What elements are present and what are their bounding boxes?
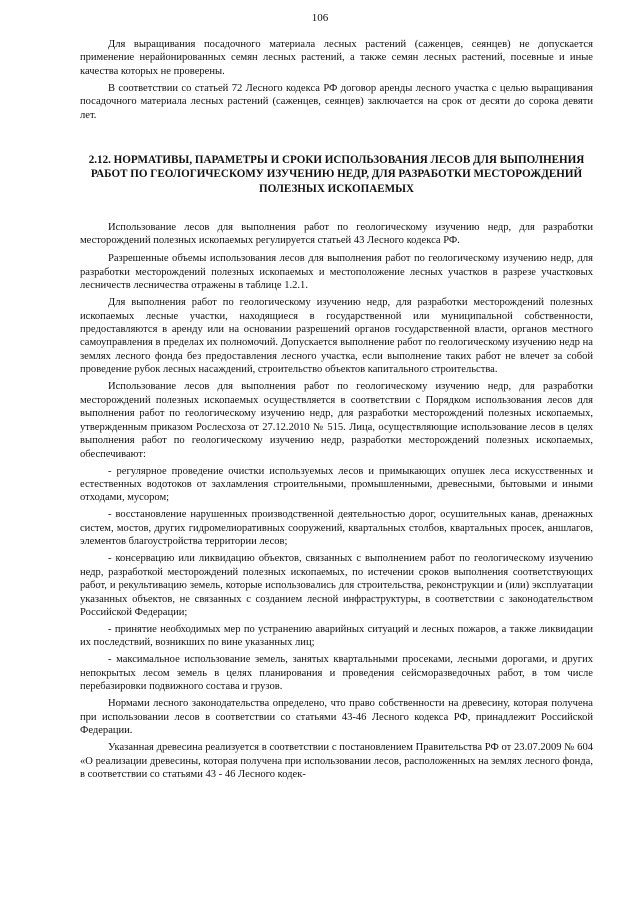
list-item-cleaning: - регулярное проведение очистки используемых лесов и примыкающих опушек леса искусственных и естественных водотоков от захламления строительными, промышленными, древесными, бытовыми и иными отходами, мусором; [80,465,593,504]
list-item-land-usage: - максимальное использование земель, занятых квартальными просеками, лесными дорогами, и других непокрытых лесом земель в целях планирования и проведения сейсморазведочных работ, в том числе перебазировки подвижного состава и грузов. [80,654,593,693]
section-heading: 2.12. НОРМАТИВЫ, ПАРАМЕТРЫ И СРОКИ ИСПОЛЬЗОВАНИЯ ЛЕСОВ ДЛЯ ВЫПОЛНЕНИЯ РАБОТ ПО ГЕОЛОГИЧЕСКОМУ ИЗУЧЕНИЮ НЕДР, ДЛЯ РАЗРАБОТКИ МЕСТОРОЖДЕНИЙ ПОЛЕЗНЫХ ИСКОПАЕМЫХ [88,154,585,195]
list-item-emergency: - принятие необходимых мер по устранению аварийных ситуаций и лесных пожаров, а также ликвидации их последствий, возникших по вине указанных лиц; [80,624,593,649]
list-item-restoration: - восстановление нарушенных производственной деятельностью дорог, осушительных канав, дренажных систем, мостов, других гидромелиоративных сооружений, квартальных столбов, квартальных просек, аншлагов, элементов благоустройства территории лесов; [80,509,593,548]
page-number: 106 [311,12,329,24]
paragraph-intro: Использование лесов для выполнения работ по геологическому изучению недр, для разработки месторождений полезных ископаемых регулируется статьей 43 Лесного кодекса РФ. [80,221,593,247]
paragraph-wood-ownership: Нормами лесного законодательства определено, что право собственности на древесину, которая получена при использовании лесов в соответствии со статьями 43-46 Лесного кодекса РФ, принадлежит Российской Федерации. [80,698,593,737]
paragraph-allowed-volumes: Разрешенные объемы использования лесов для выполнения работ по геологическому изучению недр, для разработки месторождений полезных ископаемых и местоположение лесных участков в разрезе участковых лесничеств лесничества отражены в таблице 1.2.1. [80,253,593,292]
paragraph-lease-term: В соответствии со статьей 72 Лесного кодекса РФ договор аренды лесного участка с целью выращивания посадочного материала лесных растений (саженцев, сеянцев) заключается на срок от десяти до сорока девяти лет. [80,82,593,121]
paragraph-seedling-material: Для выращивания посадочного материала лесных растений (саженцев, сеянцев) не допускается применение нерайонированных семян лесных растений, а также семян лесных растений, посевные и иные качества которых не проверены. [80,39,593,77]
paragraph-land-plots: Для выполнения работ по геологическому изучению недр, для разработки месторождений полезных ископаемых лесные участки, находящиеся в государственной или муниципальной собственности, предоставляются в аренду или на основании разрешений органов государственной власти, органов местного самоуправления в пределах их полномочий. Допускается выполнение работ по геологическому изучению недр на землях лесного фонда без предоставления лесного участка, если выполнение таких работ не влечет за собой проведение рубок лесных насаждений, строительство объектов капитального строительства. [80,297,593,376]
document-body [80,38,593,782]
paragraph-wood-sale: Указанная древесина реализуется в соответствии с постановлением Правительства РФ от 23.07.2009 № 604 «О реализации древесины, которая получена при использовании лесов, расположенных на землях лесного фонда, в соответствии со статьями 43 - 46 Лесного кодек- [80,742,593,781]
list-item-conservation: - консервацию или ликвидацию объектов, связанных с выполнением работ по геологическому изучению недр, разработкой месторождений полезных ископаемых, по истечении сроков выполнения соответствующих работ, и рекультивацию земель, которые использовались для строительства, реконструкции и (или) эксплуатации указанных объектов, не связанных с созданием лесной инфраструктуры, в соответствии с законодательством Российской Федерации; [80,553,593,619]
paragraph-usage-procedure: Использование лесов для выполнения работ по геологическому изучению недр, для разработки месторождений полезных ископаемых осуществляется в соответствии с Порядком использования лесов для выполнения работ по геологическому изучению недр, для разработки месторождений полезных ископаемых, утвержденным приказом Рослесхоза от 27.12.2010 № 515. Лица, осуществляющие использование лесов в целях выполнения работ по геологическому изучению недр, разработки месторождений полезных ископаемых, обеспечивают: [80,381,593,460]
